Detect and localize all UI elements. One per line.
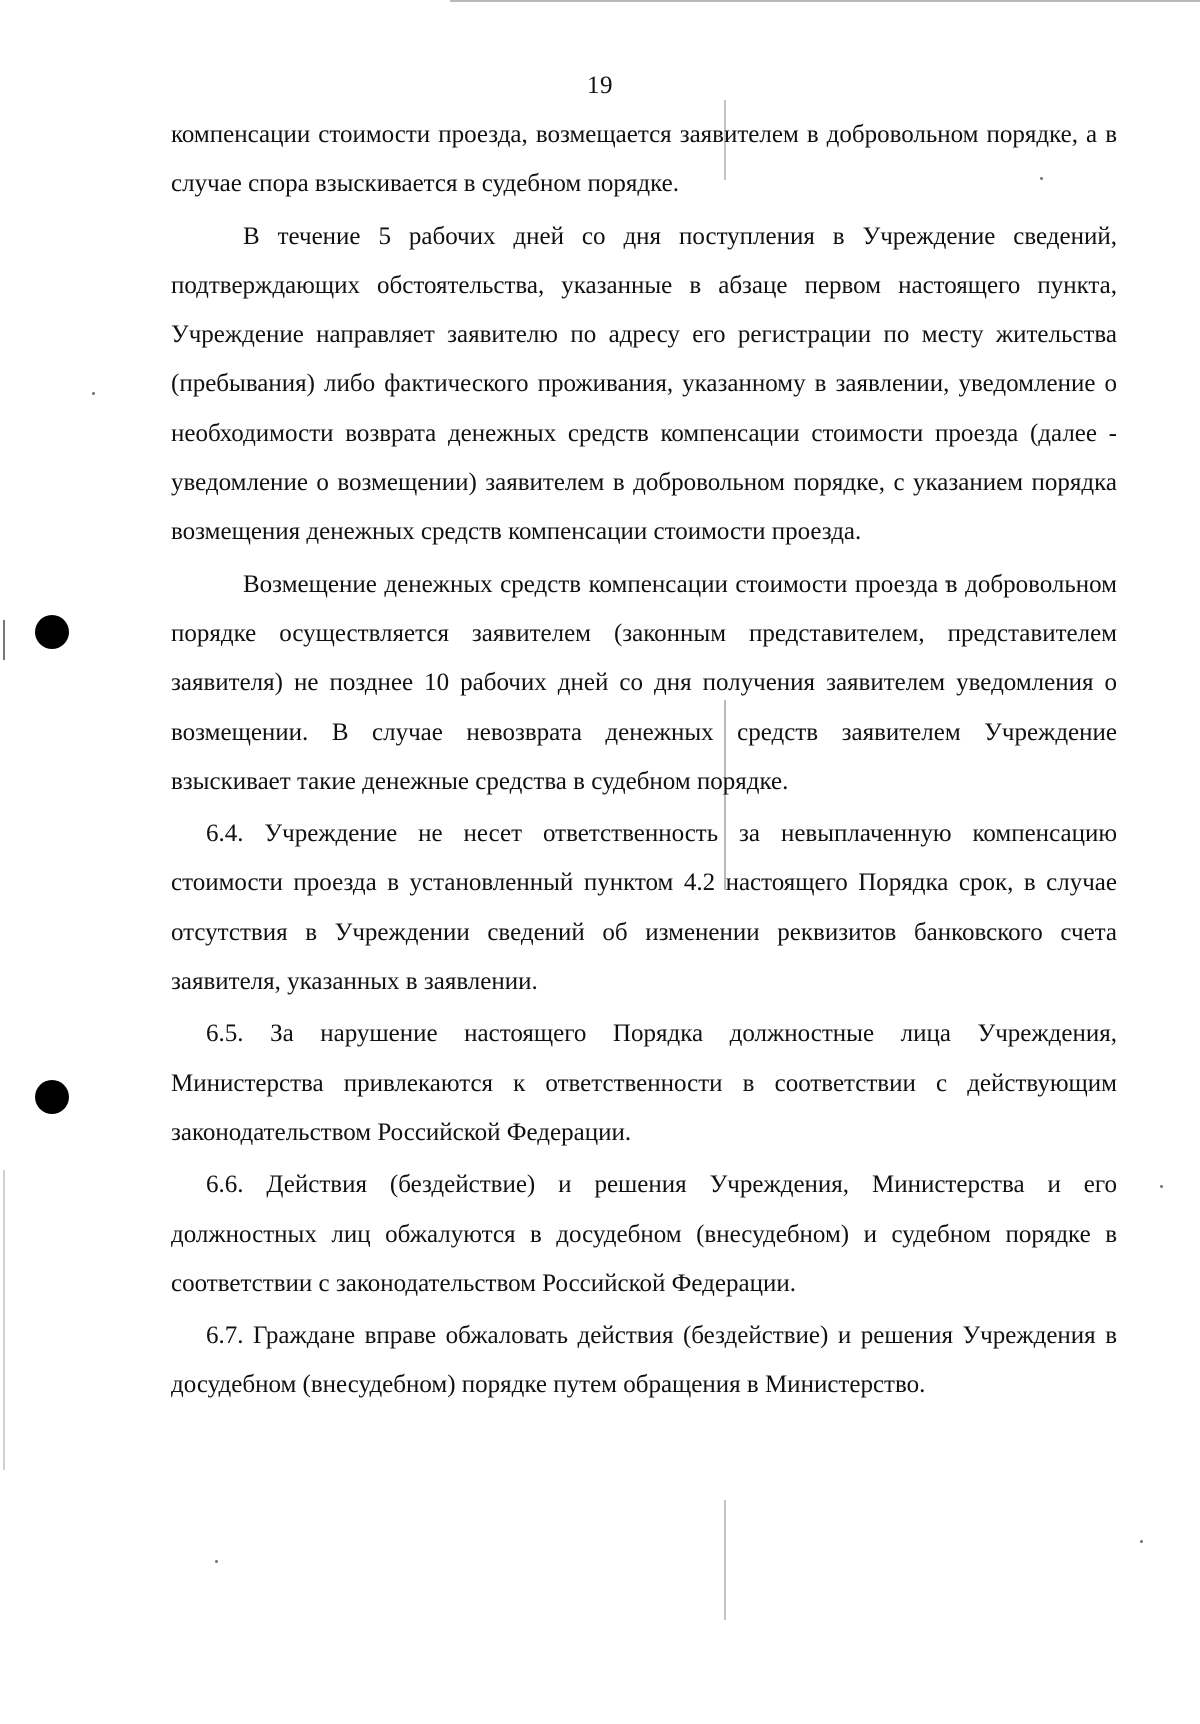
page-number: 19 bbox=[587, 72, 613, 99]
scan-speck bbox=[1160, 1185, 1163, 1188]
punch-hole-top bbox=[35, 615, 69, 649]
paragraph-6-5: 6.5. За нарушение настоящего Порядка должностные лица Учреждения, Министерства привлекаются к ответственности в соответствии с действующим законодательством Российской Федерации. bbox=[171, 1020, 1117, 1146]
left-edge-mark bbox=[3, 620, 5, 660]
paragraph-continued: компенсации стоимости проезда, возмещается заявителем в добровольном порядке, а в случае спора взыскивается в судебном порядке. bbox=[171, 121, 1117, 198]
scan-speck bbox=[215, 1560, 218, 1563]
left-edge-mark bbox=[3, 1170, 5, 1470]
fold-line bbox=[724, 1500, 726, 1620]
top-edge-line bbox=[450, 0, 1200, 2]
paragraph: В течение 5 рабочих дней со дня поступления в Учреждение сведений, подтверждающих обстоятельства, указанные в абзаце первом настоящего пункта, Учреждение направляет заявителю по адресу его регистрации по месту жительства (пребывания) либо фактического проживания, указанному в заявлении, уведомление о необходимости возврата денежных средств компенсации стоимости проезда (далее - уведомление о возмещении) заявителем в добровольном порядке, с указанием порядка возмещения денежных средств компенсации стоимости проезда. bbox=[171, 222, 1117, 546]
scan-speck bbox=[1140, 1540, 1143, 1543]
body-text bbox=[171, 110, 1117, 1413]
punch-hole-bottom bbox=[35, 1080, 69, 1114]
paragraph-6-6: 6.6. Действия (бездействие) и решения Учреждения, Министерства и его должностных лиц обжалуются в досудебном (внесудебном) и судебном порядке в соответствии с законодательством Российской Федерации. bbox=[171, 1171, 1117, 1297]
paragraph-6-4: 6.4. Учреждение не несет ответственность за невыплаченную компенсацию стоимости проезда в установленный пунктом 4.2 настоящего Порядка срок, в случае отсутствия в Учреждении сведений об изменении реквизитов банковского счета заявителя, указанных в заявлении. bbox=[171, 820, 1117, 996]
paragraph-6-7: 6.7. Граждане вправе обжаловать действия (бездействие) и решения Учреждения в досудебном (внесудебном) порядке путем обращения в Министерство. bbox=[171, 1322, 1117, 1399]
scan-speck bbox=[92, 392, 95, 395]
paragraph: Возмещение денежных средств компенсации стоимости проезда в добровольном порядке осуществляется заявителем (законным представителем, представителем заявителя) не позднее 10 рабочих дней со дня получения заявителем уведомления о возмещении. В случае невозврата денежных средств заявителем Учреждение взыскивает такие денежные средства в судебном порядке. bbox=[171, 570, 1117, 795]
